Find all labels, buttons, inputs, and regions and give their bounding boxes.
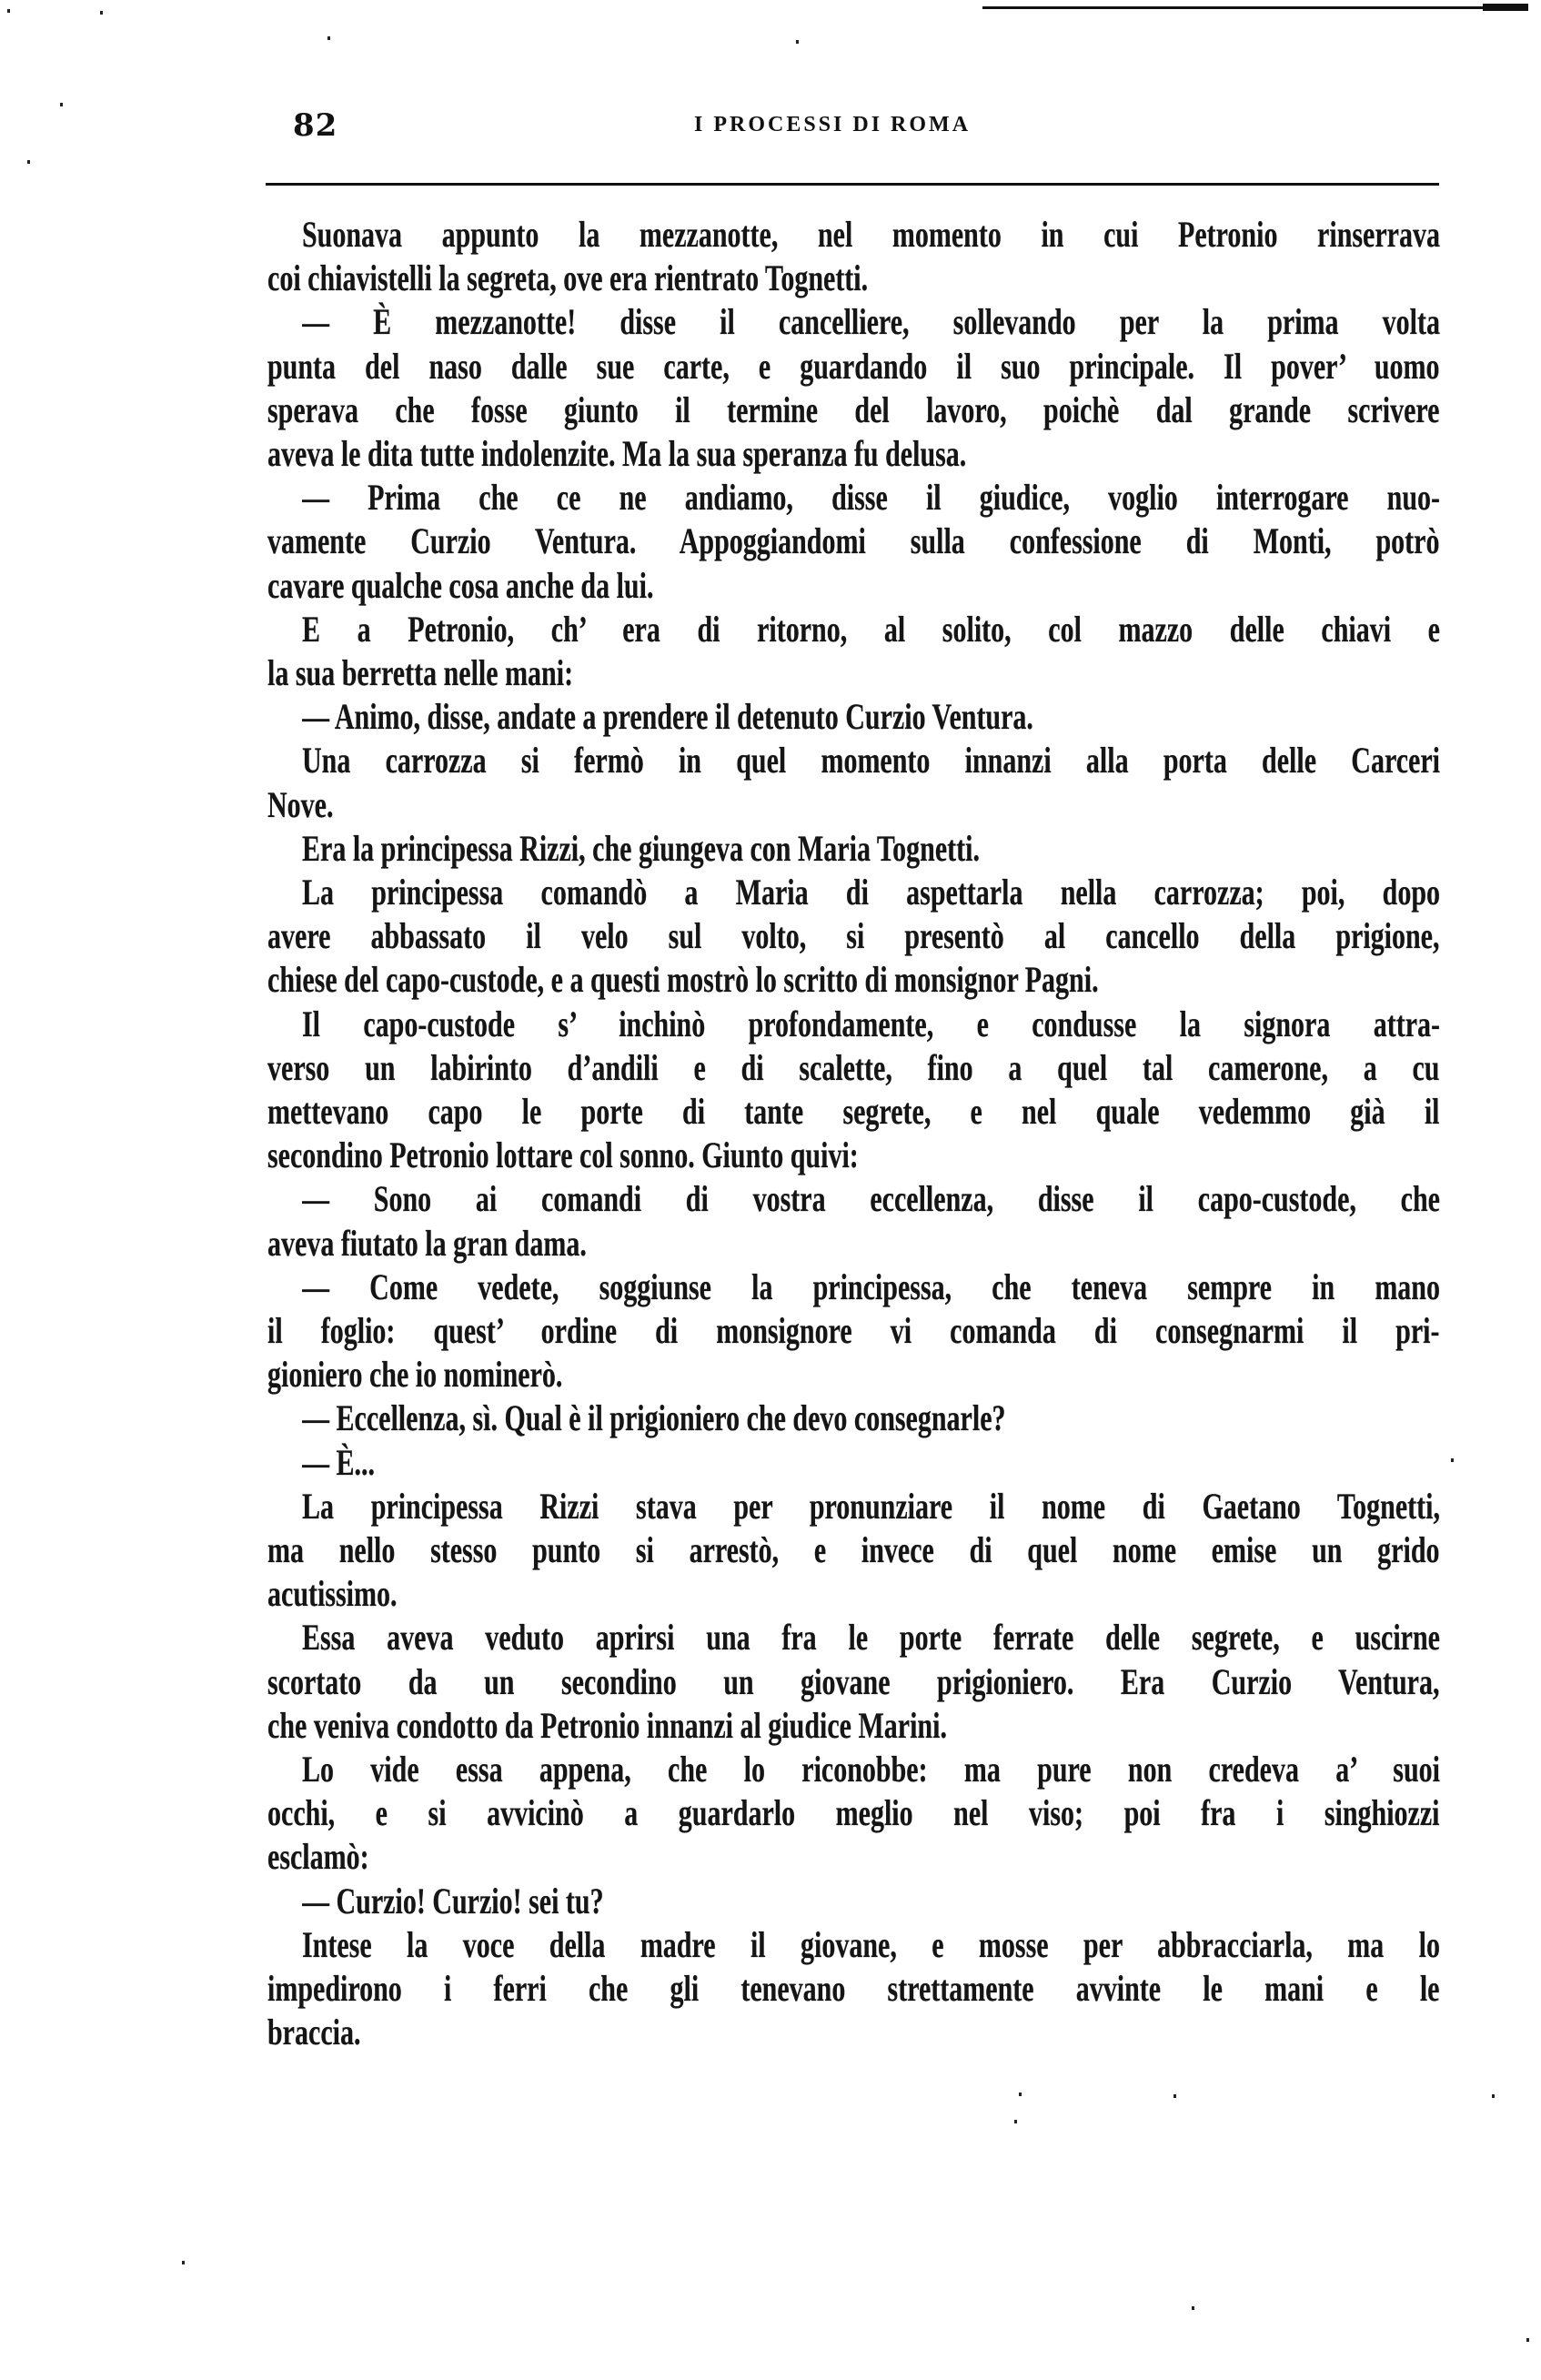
text-line-content: il foglio: quest’ ordine di monsignore vi comanda di consegnarmi il pri- — [267, 1311, 1440, 1351]
text-line — [267, 1530, 1440, 1570]
text-line-content: secondino Petronio lottare col sonno. Giunto quivi: — [267, 1135, 859, 1176]
text-line-content: aveva fiutato la gran dama. — [267, 1223, 587, 1264]
scan-edge-mark — [1483, 4, 1528, 11]
text-line — [267, 1355, 1440, 1395]
scan-speck — [1526, 2338, 1529, 2342]
header-rule — [266, 183, 1439, 186]
text-line-content: vamente Curzio Ventura. Appoggiandomi sulla confessione di Monti, potrò — [267, 521, 1440, 562]
text-line-content: scortato da un secondino un giovane prigioniero. Era Curzio Ventura, — [267, 1661, 1440, 1702]
scan-edge-rule — [982, 6, 1528, 9]
scan-speck — [327, 36, 330, 40]
text-line — [302, 478, 1440, 518]
text-line-content: punta del naso dalle sue carte, e guardando il suo principale. Il pover’ uomo — [267, 346, 1440, 387]
text-line-content: Il capo-custode s’ inchinò profondamente, e condusse la signora attra- — [302, 1003, 1440, 1044]
text-line — [267, 916, 1440, 956]
text-line — [302, 1443, 1440, 1483]
text-line-content: — Prima che ce ne andiamo, disse il giudice, voglio interrogare nuo- — [302, 478, 1440, 519]
text-line — [302, 1925, 1440, 1965]
text-line — [302, 1618, 1440, 1658]
scan-speck — [796, 40, 799, 44]
text-line — [267, 1048, 1440, 1088]
text-line-content: aveva le dita tutte indolenzite. Ma la sua speranza fu delusa. — [267, 434, 967, 474]
scan-speck — [1014, 2120, 1017, 2123]
text-line-content: — Come vedete, soggiunse la principessa, che teneva sempre in mano — [302, 1266, 1440, 1307]
text-line — [267, 1969, 1440, 2009]
text-line-content: Essa aveva veduto aprirsi una fra le porte ferrate delle segrete, e uscirne — [302, 1618, 1440, 1659]
text-line-content: — Sono ai comandi di vostra eccellenza, disse il capo-custode, che — [302, 1179, 1440, 1220]
text-line-content: impedirono i ferri che gli tenevano strettamente avvinte le mani e le — [267, 1969, 1440, 2009]
page-number: 82 — [293, 107, 338, 144]
text-line — [267, 521, 1440, 561]
scan-speck — [1173, 2094, 1176, 2098]
text-line — [267, 960, 1440, 1000]
text-line-content: che veniva condotto da Petronio innanzi al giudice Marini. — [267, 1705, 947, 1746]
text-line-content: mettevano capo le porte di tante segrete, e nel quale vedemmo già il — [267, 1092, 1440, 1132]
text-line-content: braccia. — [267, 2012, 361, 2053]
text-line-content: occhi, e si avvicinò a guardarlo meglio nel viso; poi fra i singhiozzi — [267, 1793, 1440, 1834]
text-line — [302, 610, 1440, 650]
text-line — [267, 785, 1440, 825]
scan-speck — [1192, 2306, 1194, 2310]
text-line — [302, 1881, 1440, 1921]
scan-speck — [7, 9, 10, 13]
running-title: I PROCESSI DI ROMA — [694, 113, 972, 136]
text-line — [302, 741, 1440, 781]
text-line-content: sperava che fosse giunto il termine del lavoro, poichè dal grande scrivere — [267, 389, 1440, 430]
text-line-content: cavare qualche cosa anche da lui. — [267, 565, 654, 606]
scan-speck — [1019, 2093, 1022, 2096]
text-line-content: E a Petronio, ch’ era di ritorno, al solito, col mazzo delle chiavi e — [302, 609, 1440, 650]
text-line-content: La principessa Rizzi stava per pronunziare il nome di Gaetano Tognetti, — [302, 1486, 1440, 1527]
text-line — [267, 1793, 1440, 1833]
text-line — [302, 1179, 1440, 1219]
text-line-content: Intese la voce della madre il giovane, e mosse per abbracciarla, ma lo — [302, 1924, 1440, 1965]
text-line-content: — È... — [302, 1442, 376, 1483]
scan-speck — [60, 103, 63, 106]
text-line-content: esclamò: — [267, 1837, 369, 1878]
text-line — [267, 566, 1440, 606]
text-line — [267, 258, 1440, 298]
text-line-content: avere abbassato il velo sul volto, si presentò al cancello della prigione, — [267, 916, 1440, 957]
text-line-content: — È mezzanotte! disse il cancelliere, sollevando per la prima volta — [302, 302, 1440, 343]
text-line — [302, 1004, 1440, 1044]
text-line — [302, 1487, 1440, 1527]
text-line — [267, 1135, 1440, 1175]
scan-speck — [100, 11, 103, 15]
text-line — [267, 1224, 1440, 1264]
text-line — [302, 872, 1440, 913]
scan-speck — [1451, 1458, 1454, 1462]
text-line-content: verso un labirinto d’andili e di scalette, fino a quel tal camerone, a cu — [267, 1047, 1440, 1088]
text-line — [267, 1574, 1440, 1614]
text-line — [302, 1398, 1440, 1438]
text-line — [267, 390, 1440, 430]
text-line — [267, 1706, 1440, 1746]
text-line — [267, 434, 1440, 474]
text-line — [302, 302, 1440, 342]
text-line-content: Una carrozza si fermò in quel momento innanzi alla porta delle Carceri — [302, 741, 1440, 782]
scan-speck — [1492, 2094, 1495, 2098]
text-line-content: Suonava appunto la mezzanotte, nel momento in cui Petronio rinserrava — [302, 215, 1440, 255]
scan-speck — [27, 160, 30, 164]
scan-speck — [182, 2261, 185, 2264]
text-line — [267, 347, 1440, 387]
text-line — [267, 1837, 1440, 1877]
text-line-content: — Animo, disse, andate a prendere il detenuto Curzio Ventura. — [302, 697, 1033, 738]
text-line-content: ma nello stesso punto si arrestò, e invece di quel nome emise un grido — [267, 1530, 1440, 1570]
text-line — [267, 1092, 1440, 1132]
text-line — [302, 215, 1440, 255]
text-line — [267, 653, 1440, 693]
text-line-content: Era la principessa Rizzi, che giungeva con Maria Tognetti. — [302, 828, 980, 869]
text-line — [267, 2012, 1440, 2052]
text-line-content: chiese del capo-custode, e a questi mostrò lo scritto di monsignor Pagni. — [267, 960, 1099, 1001]
text-line — [302, 697, 1440, 737]
text-line — [302, 1267, 1440, 1307]
text-line — [302, 829, 1440, 869]
text-line — [267, 1311, 1440, 1351]
text-line-content: La principessa comandò a Maria di aspettarla nella carrozza; poi, dopo — [302, 872, 1440, 913]
text-line — [302, 1750, 1440, 1790]
text-line-content: Nove. — [267, 784, 334, 825]
text-line-content: la sua berretta nelle mani: — [267, 653, 574, 693]
text-line-content: — Curzio! Curzio! sei tu? — [302, 1881, 604, 1921]
text-line-content: gioniero che io nominerò. — [267, 1355, 563, 1396]
text-line-content: Lo vide essa appena, che lo riconobbe: ma pure non credeva a’ suoi — [302, 1750, 1440, 1790]
text-line-content: coi chiavistelli la segreta, ove era rientrato Tognetti. — [267, 258, 869, 299]
text-line-content: acutissimo. — [267, 1574, 398, 1615]
text-line — [267, 1662, 1440, 1702]
text-line-content: — Eccellenza, sì. Qual è il prigioniero che devo consegnarle? — [302, 1398, 1006, 1439]
